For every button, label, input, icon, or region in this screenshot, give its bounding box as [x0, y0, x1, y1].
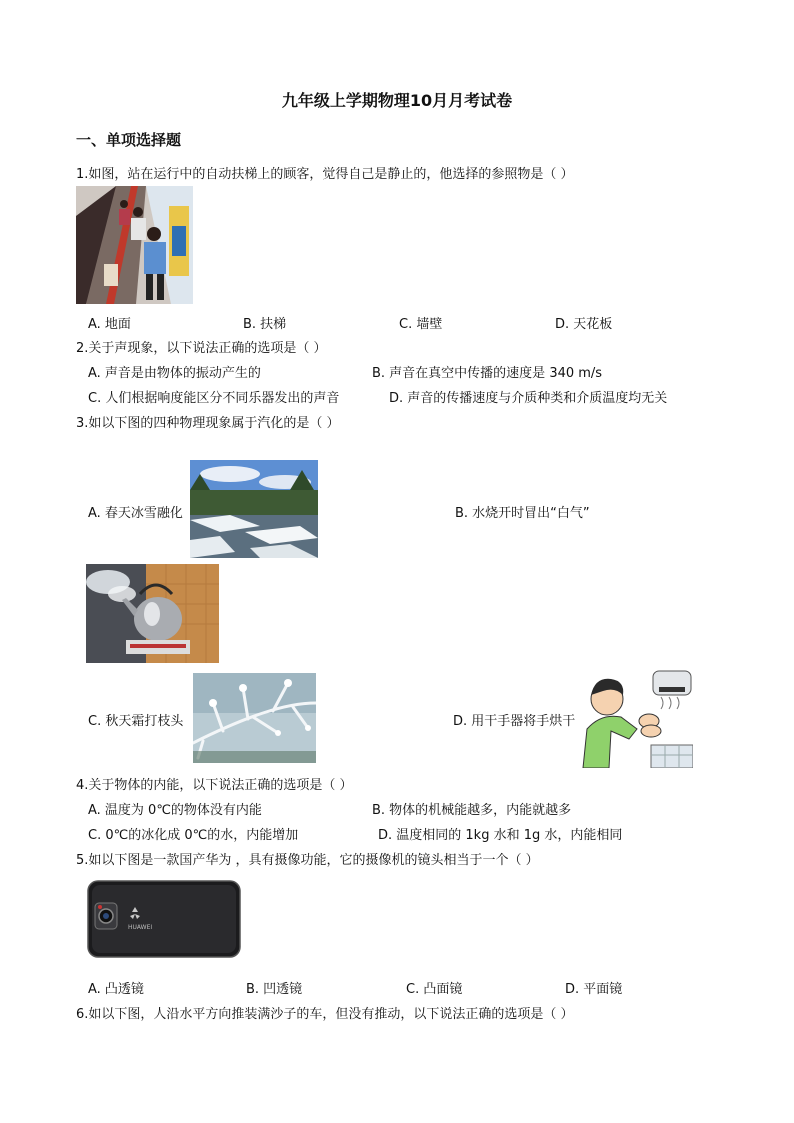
frost-branch-photo — [193, 673, 316, 763]
question-4-stem: 4.关于物体的内能，以下说法正确的选项是（ ） — [76, 778, 353, 793]
melting-snow-photo — [190, 460, 318, 558]
q4-option-b: B. 物体的机械能越多，内能就越多 — [372, 803, 572, 818]
question-5-stem: 5.如以下图是一款国产华为 ，具有摄像功能，它的摄像机的镜头相当于一个（ ） — [76, 853, 539, 868]
q4-option-d: D. 温度相同的 1kg 水和 1g 水，内能相同 — [378, 828, 623, 843]
q3-option-c: C. 秋天霜打枝头 — [88, 714, 184, 729]
q2-option-a: A. 声音是由物体的振动产生的 — [88, 366, 261, 381]
q3-option-a: A. 春天冰雪融化 — [88, 506, 183, 521]
q5-option-c: C. 凸面镜 — [406, 982, 463, 997]
q2-option-b: B. 声音在真空中传播的速度是 340 m/s — [372, 366, 603, 381]
q5-option-d: D. 平面镜 — [565, 982, 623, 997]
question-1-stem: 1.如图，站在运行中的自动扶梯上的顾客，觉得自己是静止的，他选择的参照物是（ ） — [76, 167, 574, 182]
q4-option-c: C. 0℃的冰化成 0℃的水，内能增加 — [88, 828, 299, 843]
escalator-photo — [76, 186, 193, 304]
q1-option-c: C. 墙壁 — [399, 317, 443, 332]
q3-option-d: D. 用干手器将手烘干 — [453, 714, 576, 729]
boiling-kettle-photo — [86, 564, 219, 663]
phone-brand-label: HUAWEI — [128, 924, 153, 931]
page-title: 九年级上学期物理10月月考试卷 — [281, 91, 513, 110]
huawei-phone-photo — [86, 879, 242, 959]
hand-dryer-illustration — [581, 669, 693, 768]
q2-option-d: D. 声音的传播速度与介质种类和介质温度均无关 — [389, 391, 668, 406]
q1-option-a: A. 地面 — [88, 317, 131, 332]
q1-option-b: B. 扶梯 — [243, 317, 287, 332]
question-6-stem: 6.如以下图，人沿水平方向推装满沙子的车，但没有推动，以下说法正确的选项是（ ） — [76, 1007, 574, 1022]
q2-option-c: C. 人们根据响度能区分不同乐器发出的声音 — [88, 391, 340, 406]
q3-option-b: B. 水烧开时冒出“白气” — [455, 506, 590, 521]
section-heading: 一、单项选择题 — [76, 131, 182, 149]
question-2-stem: 2.关于声现象，以下说法正确的选项是（ ） — [76, 341, 327, 356]
q5-option-a: A. 凸透镜 — [88, 982, 144, 997]
question-3-stem: 3.如以下图的四种物理现象属于汽化的是（ ） — [76, 416, 340, 431]
q1-option-d: D. 天花板 — [555, 317, 613, 332]
q5-option-b: B. 凹透镜 — [246, 982, 303, 997]
q4-option-a: A. 温度为 0℃的物体没有内能 — [88, 803, 262, 818]
